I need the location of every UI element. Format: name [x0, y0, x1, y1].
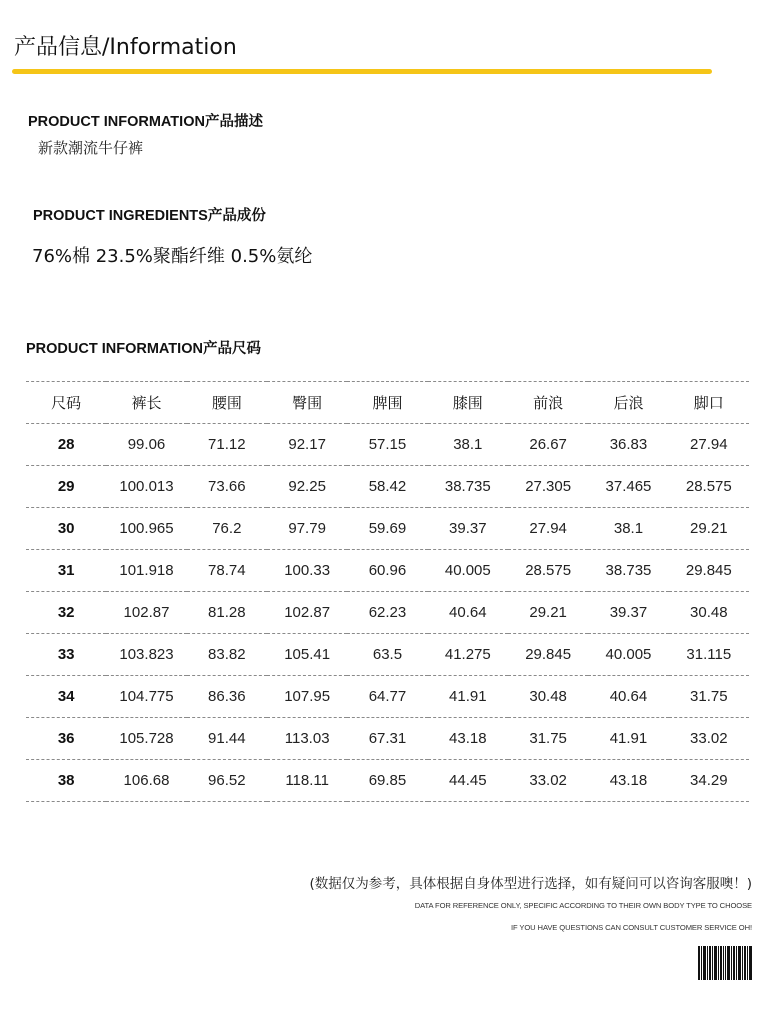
measurement-cell: 102.87 [106, 592, 186, 634]
measurement-cell: 26.67 [508, 424, 588, 466]
measurement-cell: 91.44 [187, 718, 267, 760]
measurement-cell: 102.87 [267, 592, 347, 634]
measurement-cell: 71.12 [187, 424, 267, 466]
description-text: 新款潮流牛仔裤 [38, 139, 144, 157]
measurement-cell: 38.1 [588, 508, 668, 550]
measurement-cell: 39.37 [428, 508, 508, 550]
measurement-cell: 31.75 [508, 718, 588, 760]
measurement-cell: 40.005 [588, 634, 668, 676]
measurement-cell: 38.735 [428, 466, 508, 508]
measurement-cell: 78.74 [187, 550, 267, 592]
header-front-rise: 前浪 [508, 382, 588, 424]
measurement-cell: 29.845 [508, 634, 588, 676]
table-row [26, 592, 749, 634]
page-title: 产品信息/Information [14, 35, 237, 60]
measurement-cell: 100.013 [106, 466, 186, 508]
header-knee: 膝围 [428, 382, 508, 424]
measurement-cell: 63.5 [347, 634, 427, 676]
size-cell: 30 [26, 508, 106, 550]
measurement-cell: 105.728 [106, 718, 186, 760]
size-table [26, 381, 749, 802]
measurement-cell: 40.64 [428, 592, 508, 634]
measurement-cell: 57.15 [347, 424, 427, 466]
size-cell: 38 [26, 760, 106, 802]
table-row [26, 718, 749, 760]
table-row [26, 466, 749, 508]
measurement-cell: 38.1 [428, 424, 508, 466]
measurement-cell: 100.33 [267, 550, 347, 592]
table-row [26, 550, 749, 592]
measurement-cell: 30.48 [508, 676, 588, 718]
measurement-cell: 29.21 [669, 508, 749, 550]
footer-note-en-1: DATA FOR REFERENCE ONLY, SPECIFIC ACCORDING TO THEIR OWN BODY TYPE TO CHOOSE [414, 901, 752, 910]
size-cell: 33 [26, 634, 106, 676]
measurement-cell: 97.79 [267, 508, 347, 550]
measurement-cell: 40.64 [588, 676, 668, 718]
measurement-cell: 67.31 [347, 718, 427, 760]
measurement-cell: 29.21 [508, 592, 588, 634]
measurement-cell: 83.82 [187, 634, 267, 676]
header-thigh: 脾围 [347, 382, 427, 424]
size-table-body [26, 424, 749, 802]
header-hip: 臀围 [267, 382, 347, 424]
measurement-cell: 31.115 [669, 634, 749, 676]
measurement-cell: 103.823 [106, 634, 186, 676]
measurement-cell: 37.465 [588, 466, 668, 508]
header-leg-opening: 脚口 [669, 382, 749, 424]
ingredients-text: 76%棉 23.5%聚酯纤维 0.5%氨纶 [32, 246, 313, 267]
ingredients-heading: PRODUCT INGREDIENTS产品成份 [33, 208, 266, 224]
footer-note-en-2: IF YOU HAVE QUESTIONS CAN CONSULT CUSTOMER SERVICE OH! [510, 923, 752, 932]
size-cell: 29 [26, 466, 106, 508]
measurement-cell: 58.42 [347, 466, 427, 508]
measurement-cell: 106.68 [106, 760, 186, 802]
size-cell: 32 [26, 592, 106, 634]
size-cell: 31 [26, 550, 106, 592]
measurement-cell: 73.66 [187, 466, 267, 508]
measurement-cell: 86.36 [187, 676, 267, 718]
header-size: 尺码 [26, 382, 106, 424]
measurement-cell: 60.96 [347, 550, 427, 592]
barcode-icon [698, 946, 752, 980]
measurement-cell: 76.2 [187, 508, 267, 550]
measurement-cell: 31.75 [669, 676, 749, 718]
table-header-row [26, 382, 749, 424]
measurement-cell: 96.52 [187, 760, 267, 802]
measurement-cell: 28.575 [508, 550, 588, 592]
measurement-cell: 41.91 [428, 676, 508, 718]
measurement-cell: 62.23 [347, 592, 427, 634]
table-row [26, 676, 749, 718]
size-cell: 34 [26, 676, 106, 718]
measurement-cell: 64.77 [347, 676, 427, 718]
measurement-cell: 40.005 [428, 550, 508, 592]
measurement-cell: 27.94 [669, 424, 749, 466]
measurement-cell: 44.45 [428, 760, 508, 802]
measurement-cell: 29.845 [669, 550, 749, 592]
measurement-cell: 113.03 [267, 718, 347, 760]
measurement-cell: 27.305 [508, 466, 588, 508]
measurement-cell: 99.06 [106, 424, 186, 466]
measurement-cell: 69.85 [347, 760, 427, 802]
header-back-rise: 后浪 [588, 382, 668, 424]
measurement-cell: 41.91 [588, 718, 668, 760]
measurement-cell: 104.775 [106, 676, 186, 718]
measurement-cell: 28.575 [669, 466, 749, 508]
measurement-cell: 107.95 [267, 676, 347, 718]
measurement-cell: 81.28 [187, 592, 267, 634]
size-section-heading: PRODUCT INFORMATION产品尺码 [26, 341, 261, 357]
measurement-cell: 100.965 [106, 508, 186, 550]
measurement-cell: 101.918 [106, 550, 186, 592]
table-row [26, 634, 749, 676]
measurement-cell: 39.37 [588, 592, 668, 634]
measurement-cell: 92.25 [267, 466, 347, 508]
measurement-cell: 59.69 [347, 508, 427, 550]
measurement-cell: 38.735 [588, 550, 668, 592]
measurement-cell: 27.94 [508, 508, 588, 550]
measurement-cell: 33.02 [669, 718, 749, 760]
table-row [26, 508, 749, 550]
table-row [26, 760, 749, 802]
measurement-cell: 34.29 [669, 760, 749, 802]
measurement-cell: 30.48 [669, 592, 749, 634]
footer-note-cn: (数据仅为参考，具体根据自身体型进行选择，如有疑问可以咨询客服噢！) [309, 876, 752, 892]
measurement-cell: 43.18 [428, 718, 508, 760]
measurement-cell: 118.11 [267, 760, 347, 802]
header-pants-length: 裤长 [106, 382, 186, 424]
measurement-cell: 33.02 [508, 760, 588, 802]
measurement-cell: 36.83 [588, 424, 668, 466]
header-waist: 腰围 [187, 382, 267, 424]
measurement-cell: 92.17 [267, 424, 347, 466]
measurement-cell: 105.41 [267, 634, 347, 676]
title-underline [12, 69, 712, 74]
size-cell: 36 [26, 718, 106, 760]
description-heading: PRODUCT INFORMATION产品描述 [28, 114, 263, 130]
size-cell: 28 [26, 424, 106, 466]
table-row [26, 424, 749, 466]
measurement-cell: 43.18 [588, 760, 668, 802]
measurement-cell: 41.275 [428, 634, 508, 676]
